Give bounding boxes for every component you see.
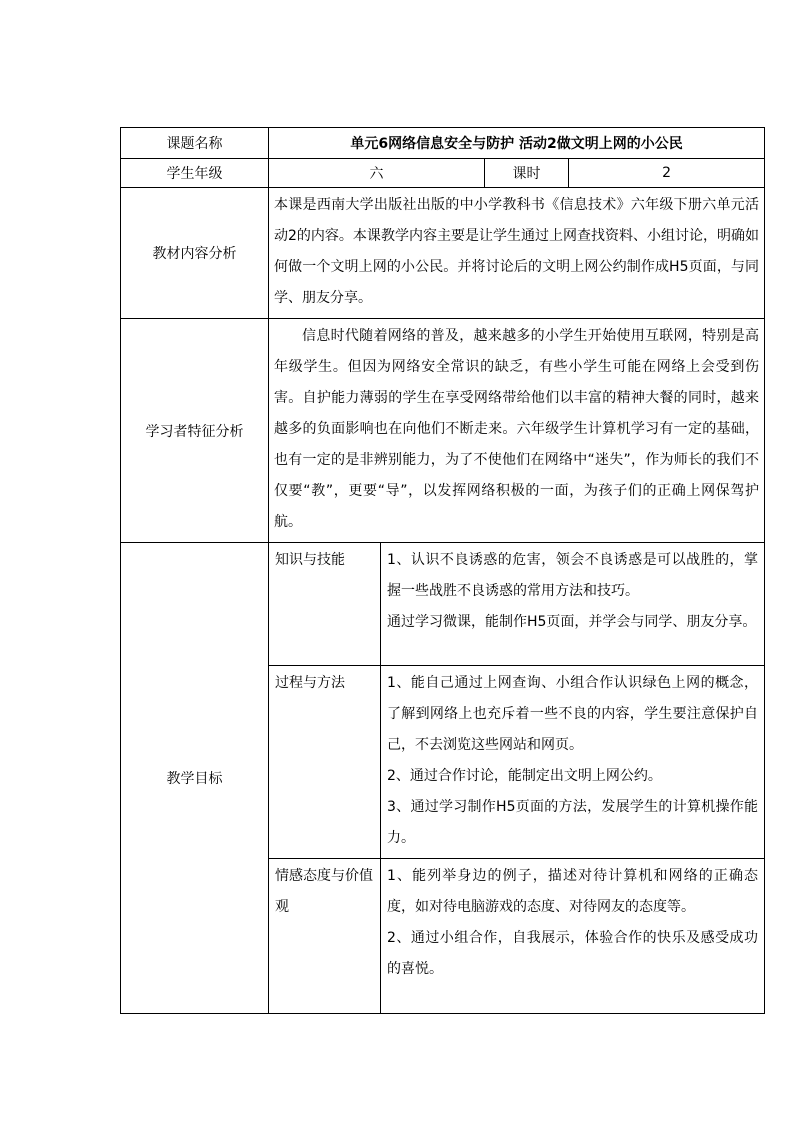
topic-row bbox=[121, 128, 765, 159]
grade-value: 六 bbox=[269, 159, 485, 188]
goals-label: 教学目标 bbox=[121, 543, 269, 1014]
knowledge-item: 通过学习微课，能制作H5页面，并学会与同学、朋友分享。 bbox=[387, 614, 757, 630]
process-item: 2、通过合作讨论，能制定出文明上网公约。 bbox=[387, 768, 662, 784]
grade-row bbox=[121, 159, 765, 188]
goal-knowledge-row bbox=[121, 543, 765, 666]
emotion-label: 情感态度与价值观 bbox=[269, 859, 381, 1014]
lesson-plan-table bbox=[120, 127, 765, 1014]
knowledge-label: 知识与技能 bbox=[269, 543, 381, 666]
topic-label: 课题名称 bbox=[121, 128, 269, 159]
emotion-item: 2、通过小组合作，自我展示，体验合作的快乐及感受成功的喜悦。 bbox=[387, 930, 759, 977]
grade-label: 学生年级 bbox=[121, 159, 269, 188]
process-item: 1、能自己通过上网查询、小组合作认识绿色上网的概念，了解到网络上也充斥着一些不良的内容，学生要注意保护自己，不去浏览这些网站和网页。 bbox=[387, 675, 759, 753]
hours-label: 课时 bbox=[485, 159, 569, 188]
hours-value: 2 bbox=[569, 159, 765, 188]
material-text: 本课是西南大学出版社出版的中小学教科书《信息技术》六年级下册六单元活动2的内容。本课教学内容主要是让学生通过上网查找资料、小组讨论，明确如何做一个文明上网的小公民。并将讨论后的文明上网公约制作成H5页面，与同学、朋友分享。 bbox=[269, 188, 765, 319]
knowledge-item: 1、认识不良诱惑的危害，领会不良诱惑是可以战胜的，掌握一些战胜不良诱惑的常用方法和技巧。 bbox=[387, 552, 759, 599]
learner-row bbox=[121, 319, 765, 543]
process-item: 3、通过学习制作H5页面的方法，发展学生的计算机操作能力。 bbox=[387, 799, 759, 846]
process-content bbox=[381, 666, 765, 859]
topic-value: 单元6网络信息安全与防护 活动2做文明上网的小公民 bbox=[269, 128, 765, 159]
emotion-content bbox=[381, 859, 765, 1014]
process-label: 过程与方法 bbox=[269, 666, 381, 859]
material-label: 教材内容分析 bbox=[121, 188, 269, 319]
learner-text: 信息时代随着网络的普及，越来越多的小学生开始使用互联网，特别是高年级学生。但因为网络安全常识的缺乏，有些小学生可能在网络上会受到伤害。自护能力薄弱的学生在享受网络带给他们以丰富的精神大餐的同时，越来越多的负面影响也在向他们不断走来。六年级学生计算机学习有一定的基础，也有一定的是非辨别能力，为了不使他们在网络中“迷失”，作为师长的我们不仅要“教”，更要“导”，以发挥网络积极的一面，为孩子们的正确上网保驾护航。 bbox=[269, 319, 765, 543]
emotion-item: 1、能列举身边的例子，描述对待计算机和网络的正确态度，如对待电脑游戏的态度、对待网友的态度等。 bbox=[387, 868, 759, 915]
material-row bbox=[121, 188, 765, 319]
learner-label: 学习者特征分析 bbox=[121, 319, 269, 543]
knowledge-content bbox=[381, 543, 765, 666]
